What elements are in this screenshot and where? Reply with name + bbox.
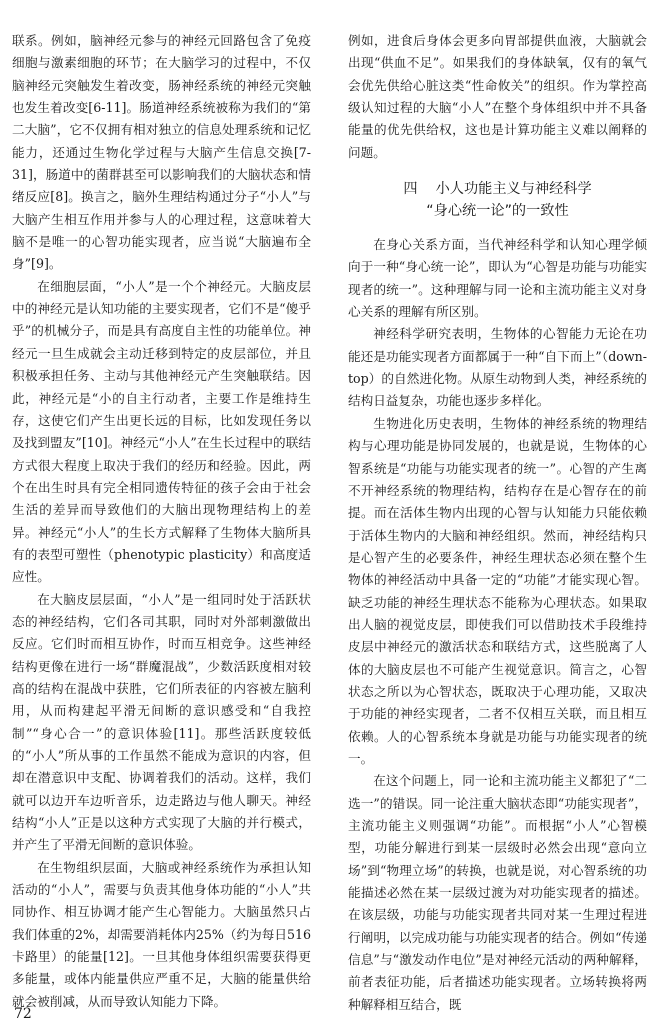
paragraph: 在身心关系方面，当代神经科学和认知心理学倾向于一种“身心统一论”，即认为“心智是功能与功能实现者的统一”。这种理解与同一论和主流功能主义对身心关系的理解有所区别。 bbox=[348, 237, 647, 320]
page-number: 72 bbox=[14, 1006, 32, 1022]
paragraph: 例如，进食后身体会更多向胃部提供血液，大脑就会出现“供血不足”。如果我们的身体缺氧，仅有的氧气会优先供给心脏这类“性命攸关”的组织。作为掌控高级认知过程的大脑“小人”在整个身体组织中并不具备能量的优先供给权，这也是计算功能主义难以阐释的问题。 bbox=[348, 33, 647, 160]
paragraph: 在大脑皮层层面，“小人”是一组同时处于活跃状态的神经结构，它们各司其职，同时对外部刺激做出反应。它们时而相互协作，时而互相竞争。这些神经结构更像在进行一场“群魔混战”，少数活跃度相对较高的结构在混战中获胜，它们所表征的内容被左脑利用，从而构建起平滑无间断的意识感受和“自我控制”“身心合一”的意识体验[11]。那些活跃度较低的“小人”所从事的工作虽然不能成为意识的内容，但却在潜意识中支配、协调着我们的活动。这样，我们就可以边开车边听音乐，边走路边与他人聊天。神经结构“小人”正是以这种方式实现了大脑的并行模式，并产生了平滑无间断的意识体验。 bbox=[12, 591, 311, 853]
paragraph: 神经科学研究表明，生物体的心智能力无论在功能还是功能实现者方面都属于一种“自下而上”（down-top）的自然进化物。从原生动物到人类，神经系统的结构日益复杂，功能也逐步多样化。 bbox=[348, 326, 647, 409]
paragraph: 在细胞层面，“小人”是一个个神经元。大脑皮层中的神经元是认知功能的主要实现者，它们不是“傻乎乎”的机械分子，而是具有高度自主性的功能单位。神经元一旦生成就会主动迁移到特定的皮层部位，并且积极承担任务、主动与其他神经元产生突触联结。因此，神经元是“小的自主行动者，主要工作是维持生存，这使它们产生出更长远的目标，比如发现任务以及找到盟友”[10]。神经元“小人”在生长过程中的联结方式很大程度上取决于我们的经历和经验。因此，两个在出生时具有完全相同遗传特征的孩子会由于社会生活的差异而导致他们的大脑出现物理结构上的差异。神经元“小人”的生长方式解释了生物体大脑所具有的表型可塑性（phenotypic plasticity）和高度适应性。 bbox=[12, 278, 311, 585]
right-column bbox=[348, 30, 647, 1016]
section-title: 小人功能主义与神经科学 bbox=[435, 181, 592, 198]
section-heading-line1 bbox=[348, 178, 647, 200]
paragraph: 在这个问题上，同一论和主流功能主义都犯了“二选一”的错误。同一论注重大脑状态即“功能实现者”，主流功能主义则强调“功能”。而根据“小人”心智模型，功能分解进行到某一层级时必然会出现“意向立场”到“物理立场”的转换，也就是说，对心智系统的功能描述必然在某一层级过渡为对功能实现者的描述。在该层级，功能与功能实现者共同对某一生理过程进行阐明，以完成功能与功能实现者的结合。例如“传递信息”与“激发动作电位”是对神经元活动的两种解释，前者表征功能，后者描述功能实现者。立场转换将两种解释相互结合，既 bbox=[348, 773, 647, 1012]
paragraph: 联系。例如，脑神经元参与的神经元回路包含了免疫细胞与激素细胞的环节；在大脑学习的过程中，不仅脑神经元突触发生着改变，肠神经系统的神经元突触也发生着改变[6-11]。肠道神经系统被称为我们的“第二大脑”，它不仅拥有相对独立的信息处理系统和记忆能力，还通过生物化学过程与大脑产生信息交换[7-31]，肠道中的菌群甚至可以影响我们的大脑状态和情绪反应[8]。换言之，脑外生理结构通过分子“小人”与大脑产生相互作用并参与人的心理过程，这意味着大脑不是唯一的心智功能实现者，应当说“大脑遍布全身”[9]。 bbox=[12, 33, 311, 272]
section-heading bbox=[348, 178, 647, 222]
section-number: 四 bbox=[403, 181, 418, 198]
paragraph: 在生物组织层面，大脑或神经系统作为承担认知活动的“小人”，需要与负责其他身体功能的“小人”共同协作、相互协调才能产生心智能力。大脑虽然只占我们体重的2%，却需要消耗体内25%（约为每日516卡路里）的能量[12]。一旦其他身体组织需要获得更多能量，或体内能量供应严重不足，大脑的能量供给就会被削减，从而导致认知能力下降。 bbox=[12, 859, 311, 1009]
left-column bbox=[12, 30, 311, 1013]
paragraph: 生物进化历史表明，生物体的神经系统的物理结构与心理功能是协同发展的，也就是说，生物体的心智系统是“功能与功能实现者的统一”。心智的产生离不开神经系统的物理结构，结构存在是心智存在的前提。而在活体生物内出现的心智与认知能力只能依赖于活体生物内的大脑和神经组织。然而，神经结构只是心智产生的必要条件，神经生理状态必须在整个生物体的神经活动中具备一定的“功能”才能实现心智。缺乏功能的神经生理状态不能称为心理状态。如果取出人脑的视觉皮层，即使我们可以借助技术手段维持皮层中神经元的激活状态和联结方式，这些脱离了人体的大脑皮层也不可能产生视觉意识。简言之，心智状态之所以为心智状态，既取决于心理功能，又取决于功能的神经实现者，二者不仅相互关联，而且相互依赖。人的心智系统本身就是功能与功能实现者的统一。 bbox=[348, 415, 647, 766]
section-heading-line2: “身心统一论”的一致性 bbox=[426, 203, 569, 220]
